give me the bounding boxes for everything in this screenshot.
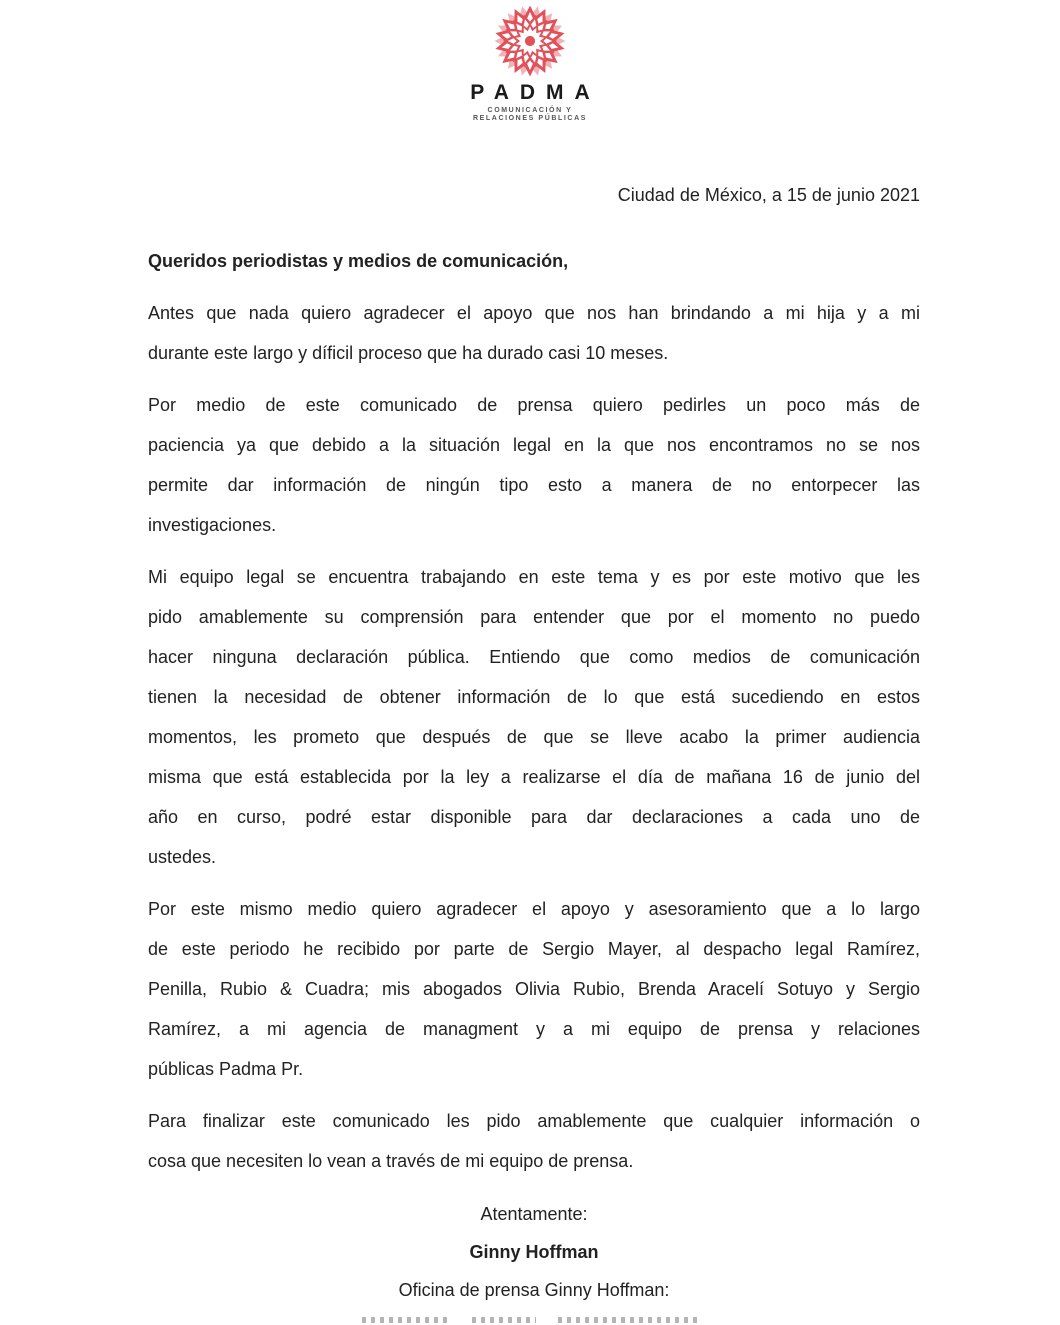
paragraph-line: tienen la necesidad de obtener información de lo que está sucediendo en estos [148,687,920,707]
paragraph-4 [148,889,920,1089]
press-office-line: Oficina de prensa Ginny Hoffman: [398,1280,670,1300]
paragraph-line: durante este largo y díficil proceso que ha durado casi 10 meses. [148,343,669,363]
paragraph-2 [148,385,920,545]
paragraph-line: públicas Padma Pr. [148,1059,304,1079]
paragraph-line: Ramírez, a mi agencia de managment y a mi equipo de prensa y relaciones [148,1019,920,1039]
paragraph-line: año en curso, podré estar disponible para dar declaraciones a cada uno de [148,807,920,827]
dateline: Ciudad de México, a 15 de junio 2021 [617,185,920,205]
paragraph-3 [148,557,920,877]
padma-flower-logo-icon [491,3,569,79]
cutoff-fragment [362,1317,450,1323]
paragraph-line: cosa que necesiten lo vean a través de mi equipo de prensa. [148,1151,634,1171]
paragraph-line: investigaciones. [148,515,277,535]
salutation: Queridos periodistas y medios de comunicación, [148,251,569,271]
closing-block [148,1195,920,1309]
paragraph-line: Mi equipo legal se encuentra trabajando en este tema y es por este motivo que les [148,567,920,587]
brand-tagline [0,107,1060,123]
paragraphs-container [148,293,920,1181]
letterhead [0,0,1060,123]
paragraph-line: paciencia ya que debido a la situación legal en la que nos encontramos no se nos [148,435,920,455]
paragraph-line: permite dar información de ningún tipo esto a manera de no entorpecer las [148,475,920,495]
paragraph-line: ustedes. [148,847,217,867]
brand-tagline-line2: RELACIONES PÚBLICAS [472,115,588,122]
paragraph-5 [148,1101,920,1181]
brand-tagline-line1: COMUNICACIÓN Y [487,107,573,114]
paragraph-line: Antes que nada quiero agradecer el apoyo que nos han brindando a mi hija y a mi [148,303,920,323]
letter-body [148,175,920,1309]
cutoff-fragment [472,1317,536,1323]
signature-name: Ginny Hoffman [469,1242,599,1262]
paragraph-line: de este periodo he recibido por parte de Sergio Mayer, al despacho legal Ramírez, [148,939,920,959]
paragraph-line: Penilla, Rubio & Cuadra; mis abogados Olivia Rubio, Brenda Aracelí Sotuyo y Sergio [148,979,920,999]
paragraph-line: Para finalizar este comunicado les pido amablemente que cualquier información o [148,1111,920,1131]
cutoff-contact-line [362,1317,698,1325]
cutoff-fragment [558,1317,698,1323]
paragraph-line: misma que está establecida por la ley a realizarse el día de mañana 16 de junio del [148,767,920,787]
paragraph-1 [148,293,920,373]
paragraph-line: Por medio de este comunicado de prensa quiero pedirles un poco más de [148,395,920,415]
paragraph-line: momentos, les prometo que después de que se lleve acabo la primer audiencia [148,727,920,747]
paragraph-line: hacer ninguna declaración pública. Entiendo que como medios de comunicación [148,647,920,667]
paragraph-line: pido amablemente su comprensión para entender que por el momento no puedo [148,607,920,627]
brand-wordmark: PADMA [470,81,601,104]
valediction: Atentamente: [480,1204,588,1224]
paragraph-line: Por este mismo medio quiero agradecer el apoyo y asesoramiento que a lo largo [148,899,920,919]
